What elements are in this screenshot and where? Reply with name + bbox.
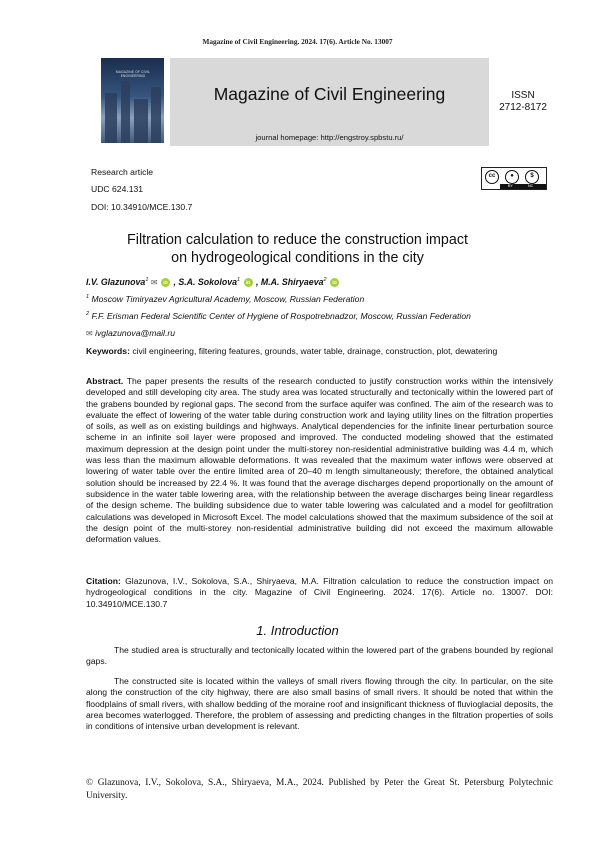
abstract-text: The paper presents the results of the research conducted to justify construction works within the intensively developed and still developing city area. The study area was located structurally and tectonically within the lowered part of the grabens bounded by regional gaps. The second from the surface aquifer was confined. The aim of the research was to evaluate the effect of lowering of the water table during construction work and laying utility lines on the filtration properties of soils, as well as on existing buildings and highways. Analytical dependencies for the infinite linear perturbation source scheme in an infinite soil layer were proposed and improved. The conducted modeling showed that the estimated maximum depression at the design point under the multi-storey non-residential administrative building was 4.4 m, which was less than the maximum allowable deformations. It was revealed that the maximum water inflows were observed at lowering of water table over the entire limited area of 20–40 m length simultaneously; therefore, the obtained analytical solution should be increased by 22.4 %. It was found that the average discharges depend proportionally on the amount of subsidence in the water table lowering area, with the relationship between the average discharges being linear regardless of the design scheme. The building subsidence due to water table lowering was calculated and a model for geofiltration calculations was developed in Microsoft Excel. The model calculations showed that the maximum subsidence of the soil at the design point of the multi-storey non-residential administrative building did not exceed the maximum allowable deformation values. — [86, 376, 553, 545]
cc-icon: cc — [485, 170, 499, 184]
noncommercial-icon: $ — [525, 170, 539, 184]
cover-building-shape — [151, 87, 161, 143]
issn-number: 2712-8172 — [499, 102, 547, 113]
issn-label: ISSN — [511, 90, 535, 101]
author-affiliation-mark: 1 — [237, 277, 241, 284]
citation — [86, 576, 553, 610]
affiliation-text: F.F. Erisman Federal Scientific Center of Hygiene of Rospotrebnadzor, Moscow, Russian Federation — [91, 311, 471, 321]
cc-label-strip — [500, 184, 546, 189]
citation-label: Citation: — [86, 576, 121, 586]
cc-nc-label: NC — [528, 184, 534, 188]
author-list — [86, 277, 340, 287]
author-separator: , — [173, 277, 176, 287]
running-head: Magazine of Civil Engineering. 2024. 17(6). Article No. 13007 — [202, 37, 393, 46]
orcid-icon[interactable]: iD — [161, 278, 170, 287]
article-title-line-1: Filtration calculation to reduce the construction impact — [127, 232, 468, 248]
author-name: I.V. Glazunova — [86, 277, 146, 287]
author-name: M.A. Shiryaeva — [260, 277, 324, 287]
issn-block — [493, 90, 553, 114]
attribution-person-icon: ● — [505, 170, 519, 184]
journal-title: Magazine of Civil Engineering — [213, 84, 446, 104]
journal-banner — [170, 58, 489, 146]
cover-title: MAGAZINE OF CIVIL ENGINEERING — [115, 70, 151, 78]
article-type: Research article — [91, 167, 154, 177]
citation-text: Glazunova, I.V., Sokolova, S.A., Shiryaeva, M.A. Filtration calculation to reduce the construction impact on hydrogeological conditions in the city. Magazine of Civil Engineering. 2024. 17(6). Article no. 13007. DOI: 10.34910/MCE.130.7 — [86, 576, 554, 609]
orcid-icon[interactable]: iD — [244, 278, 253, 287]
author-name: S.A. Sokolova — [178, 277, 238, 287]
envelope-icon: ✉ — [86, 329, 93, 338]
abstract — [86, 376, 553, 545]
corresponding-email[interactable] — [86, 328, 175, 338]
author-affiliation-mark: 1 — [145, 277, 149, 284]
affiliation-2 — [86, 311, 471, 321]
intro-paragraph-1: The studied area is structurally and tectonically located within the lowered part of the grabens bounded by regional gaps. — [86, 645, 553, 667]
abstract-label: Abstract. — [86, 376, 124, 386]
author-affiliation-mark: 2 — [323, 277, 327, 284]
section-heading: 1. Introduction — [256, 623, 339, 638]
copyright-footer: © Glazunova, I.V., Sokolova, S.A., Shiryaeva, M.A., 2024. Published by Peter the Great St. Petersburg Polytechnic University. — [86, 778, 553, 801]
keywords-text: civil engineering, filtering features, grounds, water table, drainage, construction, plot, dewatering — [132, 346, 498, 356]
cover-building-shape — [134, 99, 148, 143]
author-separator: , — [256, 277, 259, 287]
journal-cover-image — [101, 58, 164, 143]
affiliation-mark: 1 — [86, 294, 90, 301]
cc-by-label: BY — [508, 184, 513, 188]
affiliation-mark: 2 — [86, 311, 90, 318]
cc-license-badge[interactable] — [481, 167, 547, 190]
article-title-line-2: on hydrogeological conditions in the city — [171, 250, 424, 266]
envelope-icon[interactable]: ✉ — [150, 278, 158, 287]
orcid-icon[interactable]: iD — [330, 278, 339, 287]
article-doi[interactable]: DOI: 10.34910/MCE.130.7 — [91, 202, 193, 212]
affiliation-1 — [86, 294, 364, 304]
cover-building-shape — [105, 93, 117, 143]
email-address[interactable]: ivglazunova@mail.ru — [95, 328, 175, 338]
affiliation-text: Moscow Timiryazev Agricultural Academy, Moscow, Russian Federation — [91, 294, 365, 304]
keywords — [86, 346, 553, 357]
udc-code: UDC 624.131 — [91, 184, 144, 194]
article-title — [60, 231, 535, 267]
cover-building-shape — [121, 81, 130, 143]
intro-paragraph-2: The constructed site is located within the valleys of small rivers flowing through the city. In particular, on the site along the construction of the city highway, there are also small basins of small rivers. It should be noted that within the floodplains of small rivers, with shallow bedding of the moraine roof and insignificant thickness of fluvioglacial deposits, the area becomes waterlogged. Therefore, the problem of assessing and predicting changes in the filtration properties of soils in conditions of intensive urban development is relevant. — [86, 676, 553, 732]
journal-homepage[interactable]: journal homepage: http://engstroy.spbstu.ru/ — [255, 133, 404, 142]
keywords-label: Keywords: — [86, 346, 130, 356]
